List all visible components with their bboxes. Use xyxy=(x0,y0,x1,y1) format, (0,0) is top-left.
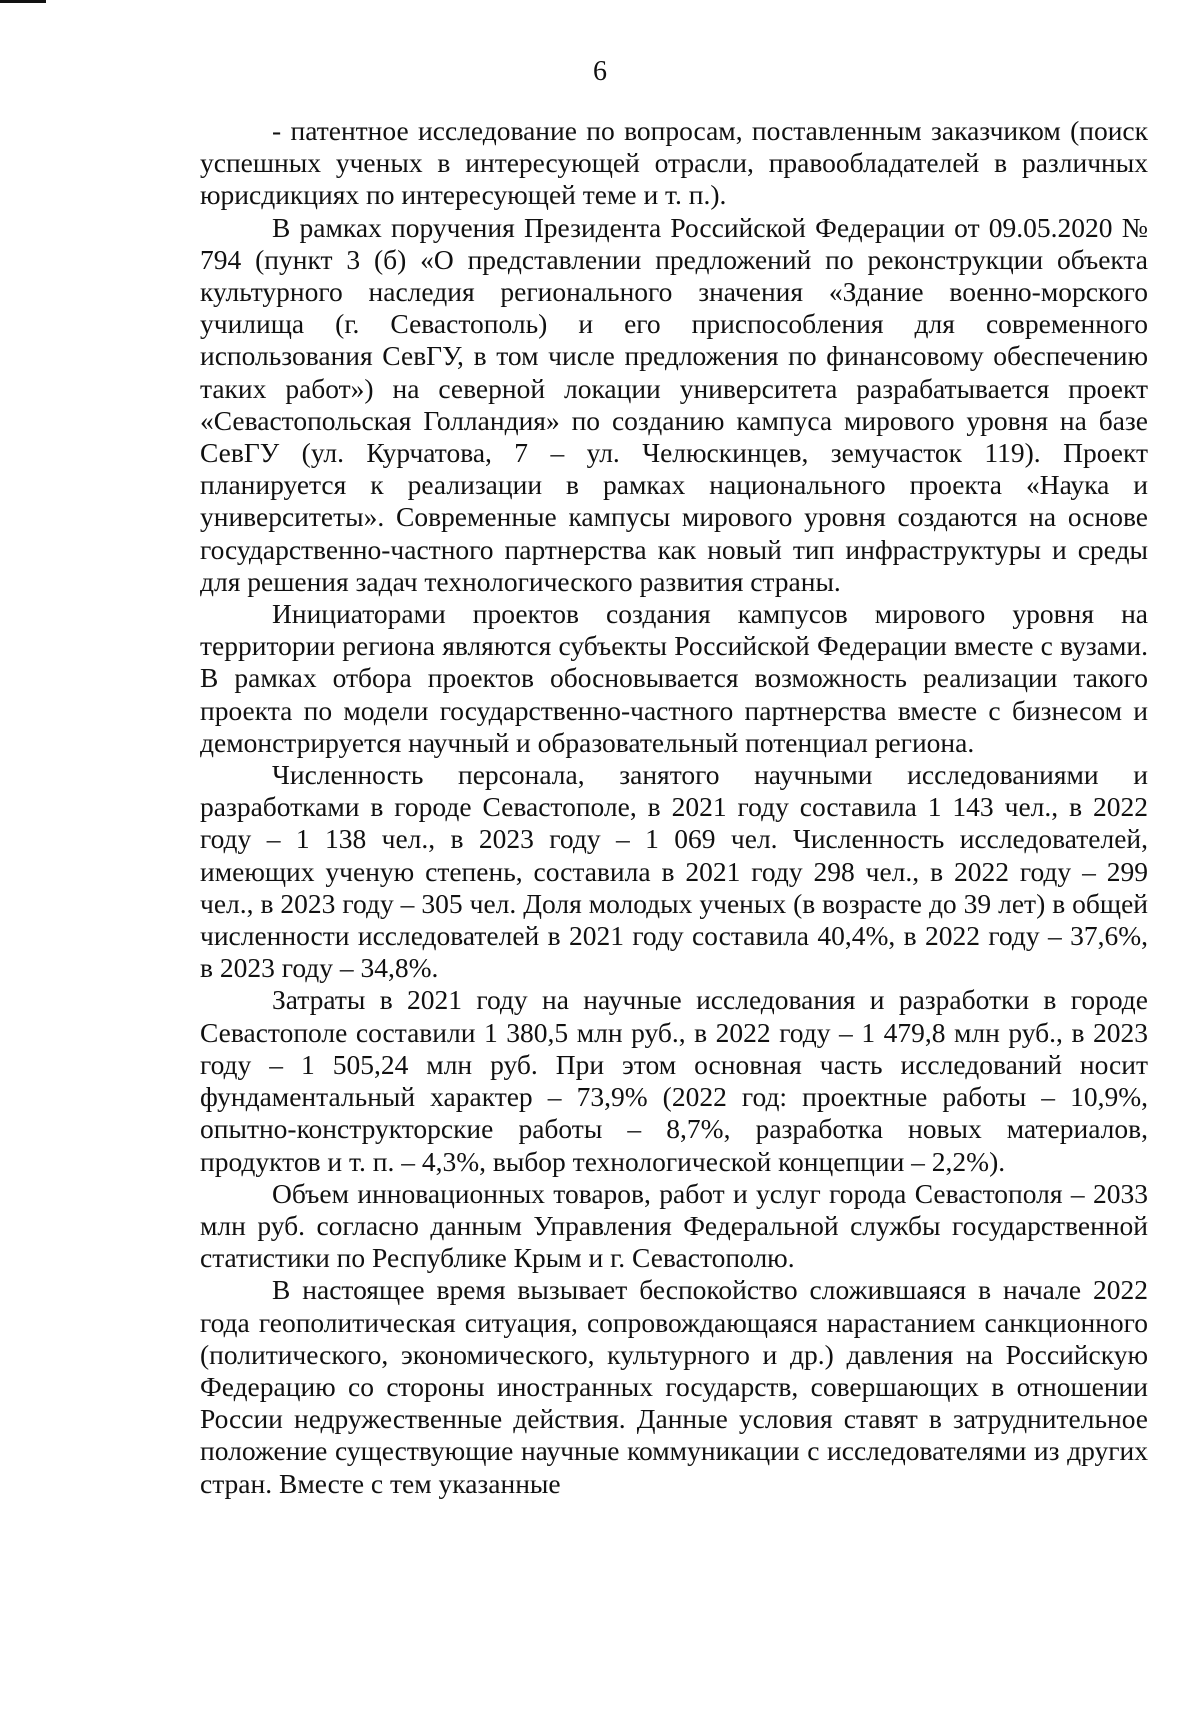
paragraph-geopolitical-situation: В настоящее время вызывает беспокойство сложившаяся в начале 2022 года геополитическая ситуация, сопровождающаяся нарастанием санкционного (политического, экономического, культурного и др.) давления на Российскую Федерацию со стороны иностранных государств, совершающих в отношении России недружественные действия. Данные условия ставят в затруднительное положение существующие научные коммуникации с исследователями из других стран. Вместе с тем указанные xyxy=(200,1274,1148,1499)
page-number: 6 xyxy=(593,56,607,87)
paragraph-innovation-volume: Объем инновационных товаров, работ и услуг города Севастополя – 2033 млн руб. согласно данным Управления Федеральной службы государственной статистики по Республике Крым и г. Севастополю. xyxy=(200,1177,1148,1274)
scan-corner-mark xyxy=(0,0,46,3)
paragraph-research-costs: Затраты в 2021 году на научные исследования и разработки в городе Севастополе составили 1 380,5 млн руб., в 2022 году – 1 479,8 млн руб., в 2023 году – 1 505,24 млн руб. При этом основная часть исследований носит фундаментальный характер – 73,9% (2022 год: проектные работы – 10,9%, опытно-конструкторские работы – 8,7%, разработка новых материалов, продуктов и т. п. – 4,3%, выбор технологической концепции – 2,2%). xyxy=(200,984,1148,1177)
paragraph-campus-project: В рамках поручения Президента Российской Федерации от 09.05.2020 № 794 (пункт 3 (б) «О представлении предложений по реконструкции объекта культурного наследия регионального значения «Здание военно-морского училища (г. Севастополь) и его приспособления для современного использования СевГУ, в том числе предложения по финансовому обеспечению таких работ») на северной локации университета разрабатывается проект «Севастопольская Голландия» по созданию кампуса мирового уровня на базе СевГУ (ул. Курчатова, 7 – ул. Челюскинцев, земучасток 119). Проект планируется к реализации в рамках национального проекта «Наука и университеты». Современные кампусы мирового уровня создаются на основе государственно-частного партнерства как новый тип инфраструктуры и среды для решения задач технологического развития страны. xyxy=(200,211,1148,597)
paragraph-campus-initiators: Инициаторами проектов создания кампусов мирового уровня на территории региона являются субъекты Российской Федерации вместе с вузами. В рамках отбора проектов обосновывается возможность реализации такого проекта по модели государственно-частного партнерства вместе с бизнесом и демонстрируется научный и образовательный потенциал региона. xyxy=(200,598,1148,758)
paragraph-patent-research: - патентное исследование по вопросам, поставленным заказчиком (поиск успешных ученых в интересующей отрасли, правообладателей в различных юрисдикциях по интересующей теме и т. п.). xyxy=(200,115,1148,211)
paragraph-research-personnel: Численность персонала, занятого научными исследованиями и разработками в городе Севастополе, в 2021 году составила 1 143 чел., в 2022 году – 1 138 чел., в 2023 году – 1 069 чел. Численность исследователей, имеющих ученую степень, составила в 2021 году 298 чел., в 2022 году – 299 чел., в 2023 году – 305 чел. Доля молодых ученых (в возрасте до 39 лет) в общей численности исследователей в 2021 году составила 40,4%, в 2022 году – 37,6%, в 2023 году – 34,8%. xyxy=(200,759,1148,984)
document-body xyxy=(200,115,1148,1500)
